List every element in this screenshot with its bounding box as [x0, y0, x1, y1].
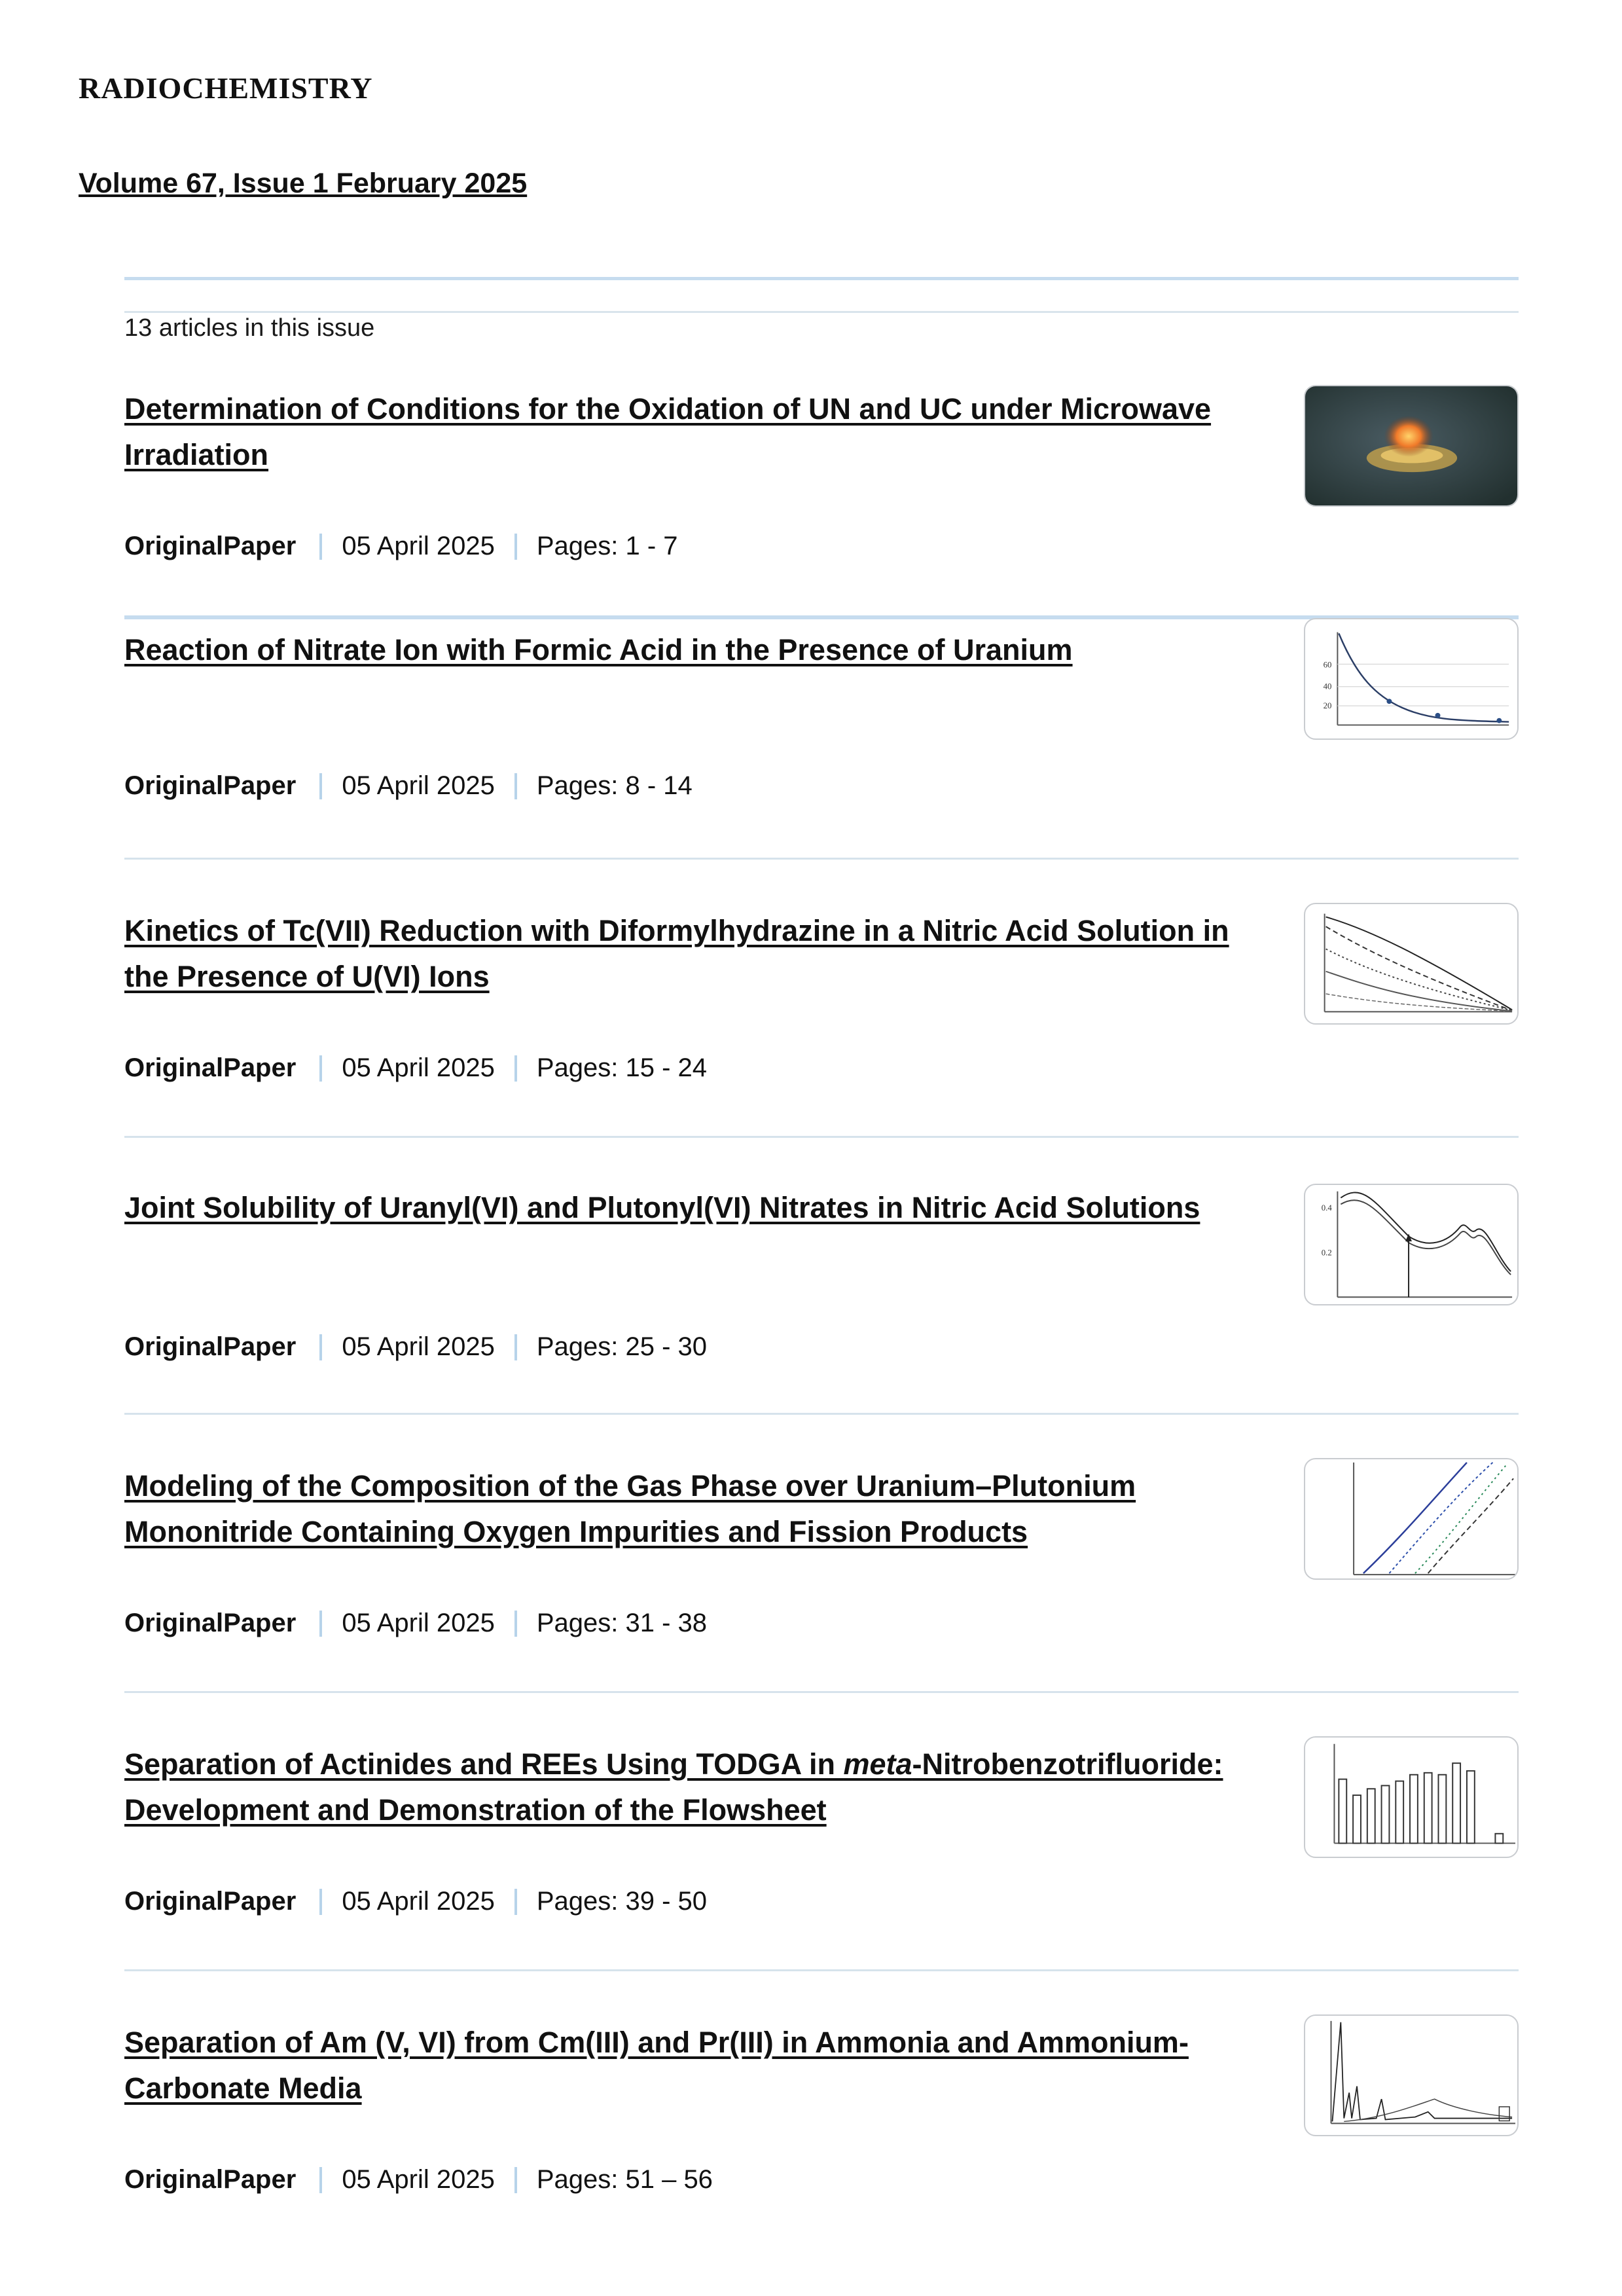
article-title-link[interactable]: Reaction of Nitrate Ion with Formic Acid in the Presence of Uranium [124, 633, 1073, 666]
separator [319, 534, 322, 560]
divider [124, 615, 1519, 619]
article-date: 05 April 2025 [342, 532, 495, 560]
article-type: OriginalPaper [124, 1332, 297, 1361]
article-date: 05 April 2025 [342, 1332, 495, 1361]
article-thumbnail-spectrum-plot[interactable] [1304, 2014, 1519, 2136]
separator [319, 773, 322, 799]
article-meta [124, 2165, 713, 2195]
separator [319, 1334, 322, 1360]
separator [514, 1334, 517, 1360]
article-thumbnail-decay-curve-plot[interactable] [1304, 618, 1519, 740]
article-thumbnail-multi-curve-plot[interactable] [1304, 903, 1519, 1025]
article-meta [124, 1053, 707, 1083]
article-title-link[interactable]: Modeling of the Composition of the Gas Phase over Uranium–Plutonium Mononitride Containing Oxygen Impurities and Fission Products [124, 1469, 1136, 1548]
article-date: 05 April 2025 [342, 771, 495, 800]
separator [514, 2167, 517, 2193]
article-pages: Pages: 39 - 50 [536, 1887, 708, 1916]
separator [319, 1055, 322, 1082]
separator [514, 1889, 517, 1915]
divider [124, 1136, 1519, 1138]
article-thumbnail-bar-chart-plot[interactable] [1304, 1736, 1519, 1858]
journal-title: RADIOCHEMISTRY [79, 71, 373, 105]
article-count: 13 articles in this issue [124, 314, 375, 342]
svg-text:40: 40 [1323, 682, 1332, 691]
article-meta [124, 1609, 707, 1638]
divider [124, 1969, 1519, 1971]
divider [124, 858, 1519, 860]
article-type: OriginalPaper [124, 1887, 297, 1916]
svg-text:0.4: 0.4 [1321, 1203, 1332, 1213]
separator [514, 534, 517, 560]
article-title-link[interactable]: Kinetics of Tc(VII) Reduction with Diformylhydrazine in a Nitric Acid Solution in the Presence of U(VI) Ions [124, 914, 1229, 993]
divider [124, 277, 1519, 280]
article-thumbnail-microwave-photo[interactable] [1304, 385, 1519, 507]
svg-text:20: 20 [1323, 701, 1332, 710]
article-thumbnail-pressure-curves-plot[interactable] [1304, 1458, 1519, 1580]
article-pages: Pages: 25 - 30 [536, 1332, 708, 1361]
article-date: 05 April 2025 [342, 1887, 495, 1916]
article-title-link[interactable]: Joint Solubility of Uranyl(VI) and Plutonyl(VI) Nitrates in Nitric Acid Solutions [124, 1191, 1200, 1224]
article-title-link[interactable]: Separation of Actinides and REEs Using TODGA in meta-Nitrobenzotrifluoride: Development and Demonstration of the Flowsheet [124, 1747, 1223, 1827]
article-meta [124, 532, 678, 561]
article-pages: Pages: 8 - 14 [536, 771, 693, 800]
article-title-link[interactable]: Separation of Am (V, VI) from Cm(III) and Pr(III) in Ammonia and Ammonium-Carbonate Media [124, 2026, 1189, 2105]
article-title-link[interactable]: Determination of Conditions for the Oxidation of UN and UC under Microwave Irradiation [124, 392, 1212, 471]
divider [124, 1691, 1519, 1693]
separator [514, 773, 517, 799]
separator [514, 1611, 517, 1637]
article-date: 05 April 2025 [342, 1053, 495, 1082]
separator [319, 1889, 322, 1915]
article-meta [124, 771, 693, 801]
article-type: OriginalPaper [124, 532, 297, 560]
article-type: OriginalPaper [124, 2165, 297, 2194]
article-thumbnail-optical-density-plot[interactable] [1304, 1184, 1519, 1305]
svg-text:60: 60 [1323, 660, 1332, 670]
article-meta [124, 1887, 707, 1916]
separator [319, 2167, 322, 2193]
article-pages: Pages: 1 - 7 [536, 532, 678, 560]
article-type: OriginalPaper [124, 1053, 297, 1082]
article-date: 05 April 2025 [342, 1609, 495, 1637]
article-date: 05 April 2025 [342, 2165, 495, 2194]
article-pages: Pages: 51 – 56 [536, 2165, 713, 2194]
divider [124, 1413, 1519, 1415]
article-type: OriginalPaper [124, 1609, 297, 1637]
separator [514, 1055, 517, 1082]
article-pages: Pages: 31 - 38 [536, 1609, 708, 1637]
svg-text:0.2: 0.2 [1321, 1248, 1332, 1258]
divider [124, 311, 1519, 313]
separator [319, 1611, 322, 1637]
issue-link[interactable]: Volume 67, Issue 1 February 2025 [79, 168, 528, 199]
article-pages: Pages: 15 - 24 [536, 1053, 708, 1082]
article-meta [124, 1332, 707, 1362]
article-type: OriginalPaper [124, 771, 297, 800]
